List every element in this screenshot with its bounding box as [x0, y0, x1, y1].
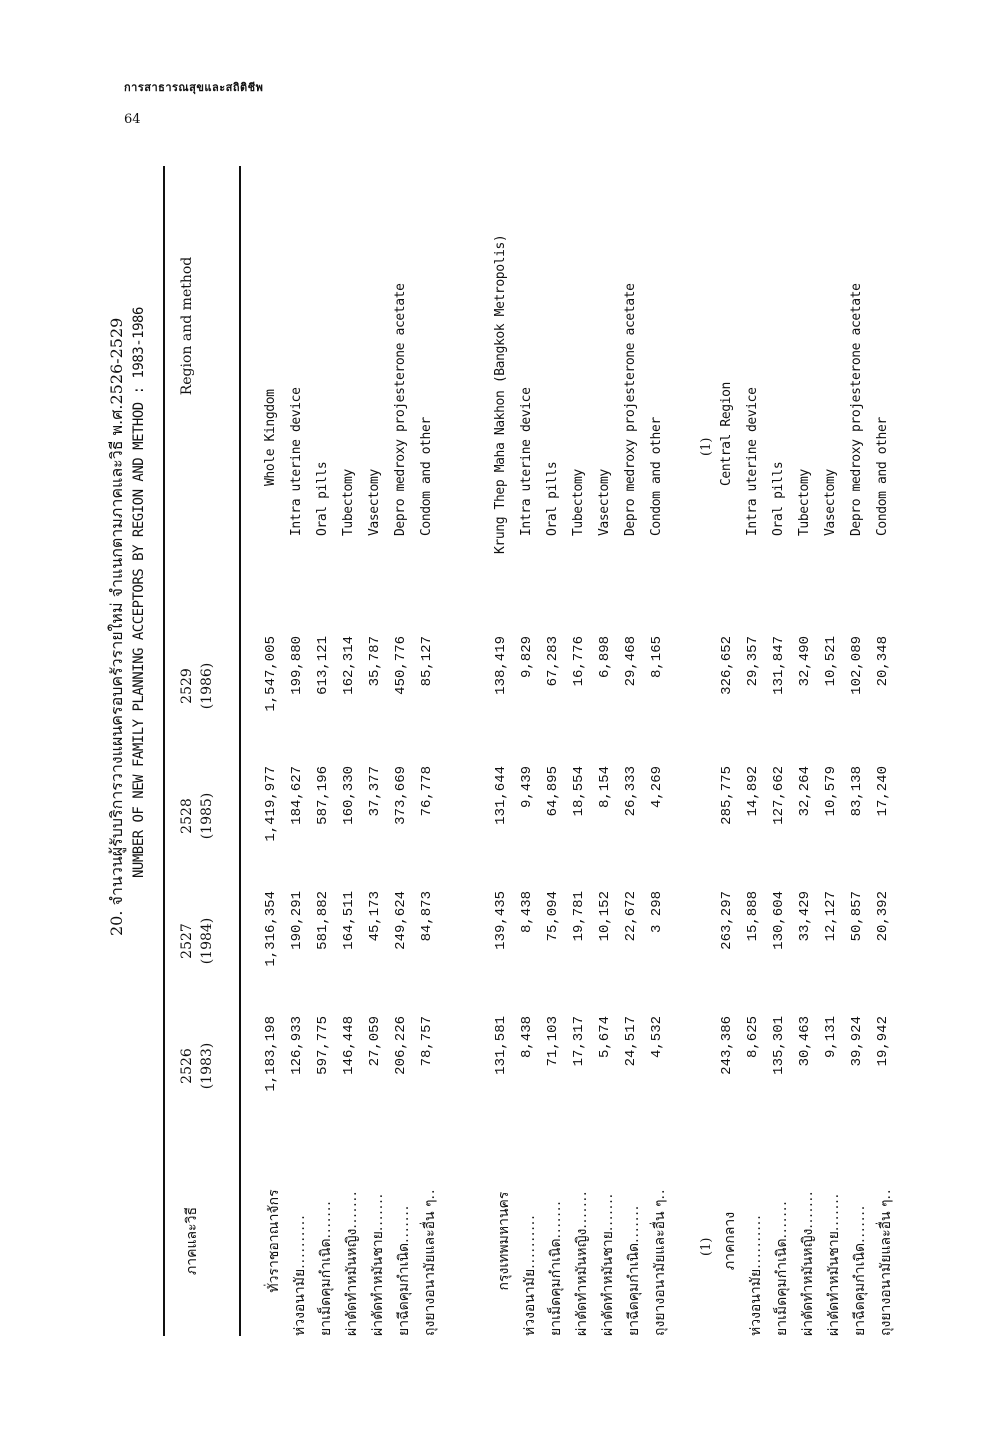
column-header-year-1983: 2526 (1983)	[179, 1042, 215, 1090]
column-header-english: Region and method	[179, 256, 195, 396]
table-row	[289, 166, 315, 1336]
cell-value: 22,672	[623, 891, 639, 942]
cell-value: 76,778	[419, 766, 435, 817]
cell-value: 19,781	[571, 891, 587, 942]
cell-value: 71,103	[545, 1016, 561, 1067]
method-name-thai: ผ่าตัดทำหมันชาย	[600, 1231, 616, 1336]
leader-dots: .......	[548, 1200, 564, 1239]
cell-value: 199,880	[289, 636, 305, 695]
top-rule	[163, 166, 165, 1336]
page-number: 64	[124, 112, 141, 127]
leader-dots: .......	[396, 1204, 412, 1243]
method-label-thai	[623, 1146, 645, 1336]
table-row	[849, 166, 875, 1336]
group-label-thai: กรุงเทพมหานคร	[496, 1191, 512, 1291]
cell-value: 39,924	[849, 1016, 865, 1067]
group-label-english: Whole Kingdom	[263, 389, 278, 486]
cell-value: 10,521	[823, 636, 839, 687]
method-label-thai	[771, 1146, 793, 1336]
cell-value: 613,121	[315, 636, 331, 695]
method-label-english: Depro medroxy projesterone acetate	[623, 283, 638, 536]
cell-value: 32,490	[797, 636, 813, 687]
statistics-table	[95, 166, 894, 1336]
method-label-thai	[289, 1146, 311, 1336]
cell-value: 131,581	[493, 1016, 509, 1075]
table-row	[745, 166, 771, 1336]
cell-value: 326,652	[719, 636, 735, 695]
cell-value: 102,089	[849, 636, 865, 695]
leader-dots: ..........	[292, 1214, 308, 1269]
cell-value: 20,348	[875, 636, 891, 687]
cell-value: 9,439	[519, 766, 535, 809]
table-row	[875, 166, 901, 1336]
table-caption	[95, 166, 155, 1336]
cell-value: 184,627	[289, 766, 305, 825]
method-name-thai: ผ่าตัดทำหมันหญิง	[574, 1228, 590, 1336]
method-name-thai: ยาฉีดคุมกำเนิด	[626, 1242, 642, 1336]
method-label-english: Tubectomy	[341, 469, 356, 536]
cell-value: 127,662	[771, 766, 787, 825]
leader-dots: .......	[574, 1190, 590, 1229]
cell-value: 83,138	[849, 766, 865, 817]
method-label-english: Intra uterine device	[745, 387, 760, 536]
cell-value: 587,196	[315, 766, 331, 825]
table-row	[367, 166, 393, 1336]
table-row	[797, 166, 823, 1336]
leader-dots: .......	[600, 1192, 616, 1232]
cell-value: 15,888	[745, 891, 761, 942]
table-row	[393, 166, 419, 1336]
group-label-thai: ภาคกลาง	[722, 1211, 738, 1271]
cell-value: 10,579	[823, 766, 839, 817]
cell-value: 64,895	[545, 766, 561, 817]
method-label-english: Condom and other	[649, 417, 664, 536]
cell-value: 17,317	[571, 1016, 587, 1067]
group-total-row	[263, 166, 289, 1336]
cell-value: 139,435	[493, 891, 509, 950]
cell-value: 45,173	[367, 891, 383, 942]
method-label-english: Tubectomy	[571, 469, 586, 536]
table-row	[823, 166, 849, 1336]
cell-value: 18,554	[571, 766, 587, 817]
footnote-marker: (1)	[699, 1237, 714, 1256]
leader-dots: .......	[318, 1200, 334, 1239]
cell-value: 9,829	[519, 636, 535, 679]
method-label-thai	[571, 1146, 593, 1336]
cell-value: 581,882	[315, 891, 331, 950]
cell-value: 12,127	[823, 891, 839, 942]
method-label-thai	[315, 1146, 337, 1336]
cell-value: 373,669	[393, 766, 409, 825]
method-name-thai: ห่วงอนามัย	[292, 1268, 308, 1336]
footnote-marker: (1)	[699, 437, 714, 456]
group-label-english: Krung Thep Maha Nakhon (Bangkok Metropolis)	[493, 234, 508, 554]
method-name-thai: ถุงยางอนามัยและอื่น ๆ	[878, 1199, 894, 1336]
cell-value: 206,226	[393, 1016, 409, 1075]
cell-value: 78,757	[419, 1016, 435, 1067]
method-name-thai: ผ่าตัดทำหมันชาย	[826, 1231, 842, 1336]
leader-dots: .......	[626, 1204, 642, 1243]
method-label-english: Vasectomy	[597, 469, 612, 536]
method-name-thai: ผ่าตัดทำหมันหญิง	[800, 1228, 816, 1336]
method-label-thai	[797, 1146, 819, 1336]
cell-value: 130,604	[771, 891, 787, 950]
group-label-english: Central Region	[719, 382, 734, 486]
cell-value: 29,357	[745, 636, 761, 687]
table-row	[771, 166, 797, 1336]
method-name-thai: ผ่าตัดทำหมันชาย	[370, 1231, 386, 1336]
cell-value: 17,240	[875, 766, 891, 817]
cell-value: 8,625	[745, 1016, 761, 1059]
cell-value: 26,333	[623, 766, 639, 817]
cell-value: 1,316,354	[263, 891, 279, 967]
method-label-thai	[823, 1146, 845, 1336]
table-row	[649, 166, 675, 1336]
cell-value: 33,429	[797, 891, 813, 942]
cell-value: 29,468	[623, 636, 639, 687]
method-label-thai	[393, 1146, 415, 1336]
group-label-thai: ทั่วราชอาณาจักร	[266, 1189, 282, 1293]
method-label-thai	[849, 1146, 871, 1336]
group-total-row	[719, 166, 745, 1336]
leader-dots: ..	[422, 1188, 438, 1200]
cell-value: 131,847	[771, 636, 787, 695]
method-name-thai: ถุงยางอนามัยและอื่น ๆ	[652, 1199, 668, 1336]
caption-thai: 20. จำนวนผู้รับบริการวางแผนครอบครัวรายใหม่ จำแนกตามภาคและวิธี พ.ศ.2526-2529	[107, 317, 126, 936]
cell-value: 32,264	[797, 766, 813, 817]
leader-dots: .......	[774, 1200, 790, 1239]
cell-value: 10,152	[597, 891, 613, 942]
cell-value: 164,511	[341, 891, 357, 950]
cell-value: 450,776	[393, 636, 409, 695]
cell-value: 4,269	[649, 766, 665, 809]
leader-dots: ..........	[748, 1214, 764, 1269]
method-name-thai: ยาเม็ดคุมกำเนิด	[548, 1238, 564, 1336]
leader-dots: .......	[800, 1190, 816, 1229]
method-name-thai: ยาเม็ดคุมกำเนิด	[318, 1238, 334, 1336]
method-label-thai	[367, 1146, 389, 1336]
caption-english: NUMBER OF NEW FAMILY PLANNING ACCEPTORS BY REGION AND METHOD : 1983-1986	[131, 307, 147, 878]
cell-value: 243,386	[719, 1016, 735, 1075]
leader-dots: .......	[370, 1192, 386, 1232]
group-total-row	[493, 166, 519, 1336]
leader-dots: .......	[826, 1192, 842, 1232]
method-label-english: Vasectomy	[367, 469, 382, 536]
column-header-year-1985: 2528 (1985)	[179, 792, 215, 840]
cell-value: 20,392	[875, 891, 891, 942]
method-label-english: Tubectomy	[797, 469, 812, 536]
table-row	[341, 166, 367, 1336]
method-name-thai: ยาฉีดคุมกำเนิด	[852, 1242, 868, 1336]
method-label-thai	[545, 1146, 567, 1336]
cell-value: 126,933	[289, 1016, 305, 1075]
cell-value: 131,644	[493, 766, 509, 825]
cell-value: 8,165	[649, 636, 665, 679]
cell-value: 27,059	[367, 1016, 383, 1067]
cell-value: 162,314	[341, 636, 357, 695]
cell-value: 35,787	[367, 636, 383, 687]
cell-value: 190,291	[289, 891, 305, 950]
method-label-thai	[745, 1146, 767, 1336]
method-label-english: Condom and other	[875, 417, 890, 536]
method-name-thai: ยาฉีดคุมกำเนิด	[396, 1242, 412, 1336]
cell-value: 19,942	[875, 1016, 891, 1067]
leader-dots: .......	[344, 1190, 360, 1229]
cell-value: 1,419,977	[263, 766, 279, 842]
cell-value: 146,448	[341, 1016, 357, 1075]
cell-value: 37,377	[367, 766, 383, 817]
table-row	[519, 166, 545, 1336]
method-label-thai	[875, 1146, 897, 1336]
table-row	[545, 166, 571, 1336]
method-label-thai	[341, 1146, 363, 1336]
column-header-year-1984: 2527 (1984)	[179, 917, 215, 965]
leader-dots: ..........	[522, 1214, 538, 1269]
method-label-thai	[597, 1146, 619, 1336]
table-row	[571, 166, 597, 1336]
cell-value: 3 298	[649, 891, 665, 934]
leader-dots: ..	[652, 1188, 668, 1200]
cell-value: 16,776	[571, 636, 587, 687]
method-name-thai: ยาเม็ดคุมกำเนิด	[774, 1238, 790, 1336]
method-label-english: Depro medroxy projesterone acetate	[849, 283, 864, 536]
cell-value: 24,517	[623, 1016, 639, 1067]
method-name-thai: ห่วงอนามัย	[522, 1268, 538, 1336]
method-label-english: Intra uterine device	[289, 387, 304, 536]
method-label-english: Depro medroxy projesterone acetate	[393, 283, 408, 536]
cell-value: 6,898	[597, 636, 613, 679]
cell-value: 75,094	[545, 891, 561, 942]
cell-value: 1,183,198	[263, 1016, 279, 1092]
method-label-english: Intra uterine device	[519, 387, 534, 536]
method-label-thai	[649, 1146, 671, 1336]
cell-value: 8,438	[519, 891, 535, 934]
cell-value: 160,330	[341, 766, 357, 825]
cell-value: 14,892	[745, 766, 761, 817]
book-title: การสาธารณสุขและสถิติชีพ	[124, 81, 264, 94]
cell-value: 285,775	[719, 766, 735, 825]
cell-value: 263,297	[719, 891, 735, 950]
method-label-english: Condom and other	[419, 417, 434, 536]
cell-value: 9,131	[823, 1016, 839, 1059]
method-label-english: Vasectomy	[823, 469, 838, 536]
cell-value: 30,463	[797, 1016, 813, 1067]
cell-value: 84,873	[419, 891, 435, 942]
method-label-english: Oral pills	[315, 461, 330, 536]
cell-value: 5,674	[597, 1016, 613, 1059]
method-name-thai: ผ่าตัดทำหมันหญิง	[344, 1228, 360, 1336]
cell-value: 67,283	[545, 636, 561, 687]
method-label-thai	[419, 1146, 441, 1336]
table-row	[419, 166, 445, 1336]
table-row	[623, 166, 649, 1336]
column-header-year-1986: 2529 (1986)	[179, 662, 215, 710]
cell-value: 135,301	[771, 1016, 787, 1075]
method-label-thai	[519, 1146, 541, 1336]
cell-value: 597,775	[315, 1016, 331, 1075]
cell-value: 85,127	[419, 636, 435, 687]
column-header-thai: ภาคและวิธี	[184, 1207, 200, 1275]
method-label-english: Oral pills	[545, 461, 560, 536]
cell-value: 8,438	[519, 1016, 535, 1059]
cell-value: 138,419	[493, 636, 509, 695]
table-row	[315, 166, 341, 1336]
cell-value: 4,532	[649, 1016, 665, 1059]
header-rule	[239, 166, 241, 1336]
cell-value: 249,624	[393, 891, 409, 950]
cell-value: 8,154	[597, 766, 613, 809]
cell-value: 1,547,005	[263, 636, 279, 712]
leader-dots: ..	[878, 1188, 894, 1200]
method-label-english: Oral pills	[771, 461, 786, 536]
leader-dots: .......	[852, 1204, 868, 1243]
method-name-thai: ห่วงอนามัย	[748, 1268, 764, 1336]
method-name-thai: ถุงยางอนามัยและอื่น ๆ	[422, 1199, 438, 1336]
table-row	[597, 166, 623, 1336]
cell-value: 50,857	[849, 891, 865, 942]
